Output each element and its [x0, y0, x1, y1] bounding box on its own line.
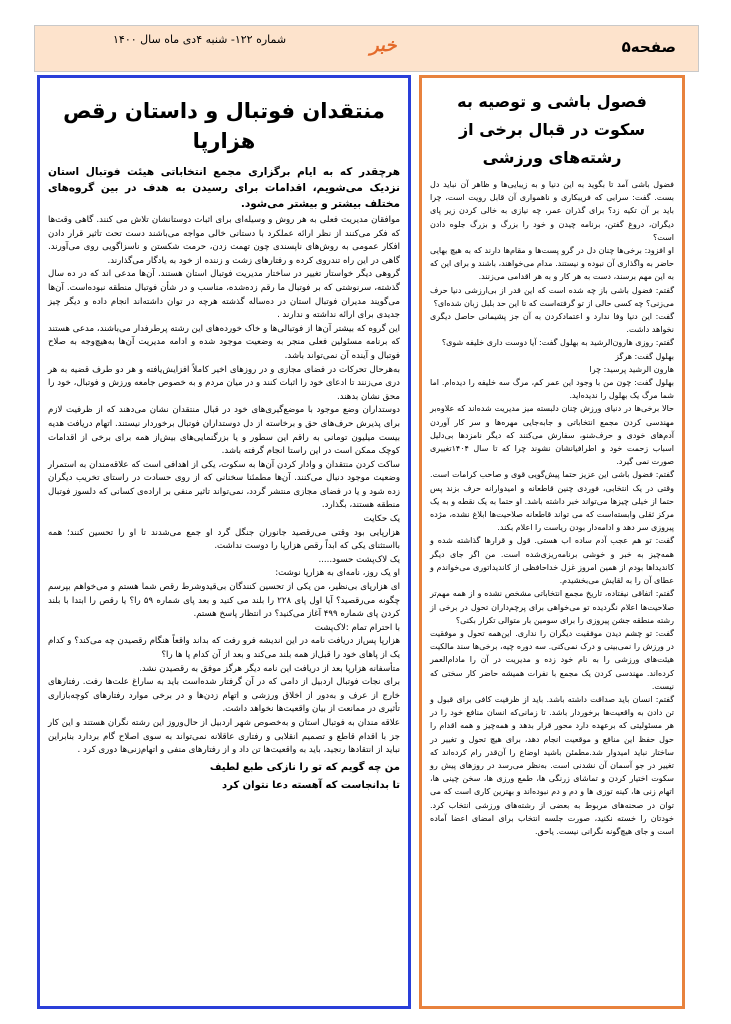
- paragraph: هزارپا پس‌از دریافت نامه در این اندیشه فرو رفت که بداند واقعاً هنگام رقصیدن چه می‌کند؟ و کدام یک از پاهای خود را قبل‌از همه بلند می‌کند و بعد از آن کدام پا ها را؟: [48, 636, 400, 660]
- paragraph: گفتم: انسان باید صداقت داشته باشد. باید از ظرفیت کافی برای قبول و تن دادن به واقعیت‌ها برخوردار باشد. تا زمانی‌که انسان منافع خود را در هر مسئولیتی که برعهده دارد محور قرار بدهد و همه‌چیز و همه اقدام را حول حفظ این منافع و موقعیت انجام دهد، برای هیچ تحول و تغییر در ساختار نباید امیدوار شد.مطمئن باشید اوضاع را آن‌قدر رام کرده‌اند که تغییر در جو آسمان آن نشدنی است. به‌نظر می‌رسد در روزهای پیش رو سکوت اختیار کردن و تماشای زرنگی ها، طمع ورزی ها، سخن چینی ها، اتهام زنی ها، کینه توزی ها و دم و دم نبوده‌اند و بهترین کاری است که می توان در صحنه‌های مربوط به بعضی از رشته‌های ورزشی انتخاب کرد. خودتان را خسته نکنید، صورت جلسه انتخاب برای امضای اعضا آماده است و جای هیچ‌گونه نگرانی نیست. یاحق.: [430, 694, 674, 836]
- left-article-title: منتقدان فوتبال و داستان رقص هزارپا: [63, 99, 385, 153]
- left-article-lead: هرچقدر که به ایام برگزاری مجمع انتخاباتی هیئت فوتبال استان نزدیک می‌شویم، اقدامات برای رسیدن به هدف در بین گروه‌های مختلف بیشتر و بیشتر می‌شود.: [48, 166, 400, 210]
- section-title: خبر: [370, 35, 397, 56]
- paragraph: بهلول گفت: چون من با وجود این عمر کم، مرگ سه خلیفه را دیده‌ام. اما شما مرگ یک بهلول را ندیده‌اید.: [430, 378, 674, 401]
- paragraph: هارون الرشید پرسید: چرا: [589, 364, 674, 374]
- paragraph: با احترام تمام :لاک‌پشت: [314, 622, 400, 633]
- paragraph: به‌هرحال تحرکات در فضای مجازی و در روزهای اخیر کاملاً افزایش‌یافته و هر دو طرف قضیه به هر دری می‌زنند تا ادعای خود را اثبات کنند و در میان مردم و به خصوص جامعه ورزش و فوتبال، خود را محق نشان بدهند.: [48, 364, 400, 402]
- paragraph: گفتم: فضول باشی باز چه شده است که این قدر از بی‌ارزشی دنیا حرف می‌زنی؟ چه کسی حالی از تو گرفته‌است که تا این حد بلبل زبان شده‌ای؟: [430, 285, 674, 308]
- paragraph: موافقان مدیریت فعلی به هر روش و وسیله‌ای برای اثبات دوستانشان تلاش می کنند. گاهی وقت‌ها که فکر می‌کنند از نظر ارائه عملکرد با دستانی خالی مواجه می‌باشند دست تحت تاثیر قرار دادن افکار عمومی به روش‌های ناپسندی چون تهمت زدن، حرمت شکستن و ناسزاگویی روی می‌آورند. گاهی در این راه تندروی کرده و رفتارهای زشت و زننده از خود به یادگار می‌گذارند.: [48, 215, 400, 266]
- paragraph: گفت: این دنیا وفا ندارد و اعتمادکردن به آن جز پشیمانی حاصل دیگری نخواهد داشت.: [430, 312, 674, 335]
- paragraph: گفتم: اتفاقی نیفتاده، تاریخ مجمع انتخاباتی مشخص نشده و از همه مهم‌تر صلاحیت‌ها اعلام نگردیده تو می‌خواهی برای پرچم‌داران تحول در برخی از رشته منطقه جشن پیروزی را برای سومین بار متوالی تکرار بکنی؟: [430, 589, 674, 625]
- paragraph: گروهی دیگر خواستار تغییر در ساختار مدیریت فوتبال استان هستند. آن‌ها مدعی اند که در ده سال گذشته، سرنوشتی که بر فوتبال ما رقم زده‌شده، مناسب و در شأن فوتبال منطقه نبوده‌است. آن‌ها می‌گویند مدیران فوتبال استان در ده‌ساله گذشته هرچه در توان داشته‌اند انجام داده و دیگر چیز جدیدی برای ارائه نداشته و ندارند .: [48, 269, 400, 321]
- paragraph: گفت: تو چشم دیدن موفقیت دیگران را نداری. این‌همه تحول و موفقیت در ورزش را نمی‌بینی و درک نمی‌کنی. سه دوره چیه، برخی‌ها سند مالکیت هیئت‌های ورزشی را به نام خود زده و مدیریت در آن را مادام‌العمر کرده‌اند. مهندسی کردن یک مجمع با نفرات همیشه حاضر کار سختی که نیست.: [430, 628, 674, 691]
- poem-line: من چه گویم که تو را نازکی طبع لطیف: [209, 761, 400, 773]
- paragraph: او افزود: برخی‌ها چنان دل در گرو پست‌ها و مقام‌ها دارند که به هیچ بهایی حاضر به واگذاری آن نبوده و نیستند. مدام می‌خواهند، باشند و برای این که به این مهم برسند، دست به هر کار و به هر اقدامی می‌زنند.: [430, 246, 674, 282]
- page-number: صفحه۵: [621, 38, 676, 56]
- paragraph: علاقه مندان به فوتبال استان و به‌خصوص شهر اردبیل از حال‌وروز این رشته نگران هستند و این کار جز با اقدام قاطع و تصمیم انقلابی و رفتاری عاقلانه نمی‌تواند به سوی اصلاح گام بردارد بنابراین نباید از انتقادها رنجید، باید به واقعیت‌ها تن داد و از رفتارهای منفی و اتهام‌زنی‌ها دوری کرد .: [48, 717, 400, 756]
- closing-poem: [48, 760, 400, 794]
- paragraph: برای نجات فوتبال اردبیل از دامی که در آن گرفتار شده‌است باید به ساراغ علت‌ها رفت. رفتارهای خارج از عرف و به‌دور از اخلاق ورزشی و اتهام زدن‌ها و در برخی موارد رفتارهای کوچه‌بازاری تأثیری در ممانعت از بیان واقعیت‌ها نخواهد داشت.: [48, 677, 400, 715]
- issue-info: شماره ۱۲۲- شنبه ۴دی ماه سال ۱۴۰۰: [113, 33, 287, 46]
- left-article: [37, 75, 411, 1009]
- paragraph: ساکت کردن منتقدان و وادار کردن آن‌ها به سکوت، یکی از اهدافی است که علاقه‌مندان به استمرار وضعیت موجود دنبال می‌کنند. آن‌ها مطمئنا سخنانی که از روی حسادت در راستای تخریب دیگران زده شود و یا در فضای مجازی منتشر گردد، نمی‌تواند تاثیر منفی بر اراده‌ی کسانی که دلسوز فوتبال منطقه هستند، بگذارد.: [48, 459, 400, 511]
- paragraph: ای هزارپای بی‌نظیر، من یکی از تحسین کنندگان بی‌قیدوشرط رقص شما هستم و می‌خواهم بپرسم چگونه می‌رقصید؟ آیا اول پای ۲۲۸ را بلند می کنید و بعد پای شماره ۵۹ را؟ یا رقص را ابتدا با بلند کردن پای شماره ۴۹۹ آغاز می‌کنید؟ در انتظار پاسخ هستم.: [48, 582, 400, 620]
- paragraph: گفتم: روزی هارون‌الرشید به بهلول گفت: آیا دوست داری خلیفه شوی؟: [441, 338, 674, 348]
- paragraph: گفت: تو هم عجب آدم ساده اب هستی. قول و قرارها گذاشته شده و همه‌چیز به خبر و خوشی برنامه‌ریزی‌شده است. من اگر جای دیگر کاندیداها بودم از همین امروز غزل خداحافظی از کاندیداتوری می‌خواندم و عطای آن را به لقایش می‌بخشیدم.: [430, 536, 674, 586]
- paragraph: دوستداران وضع موجود با موضع‌گیری‌های خود در قبال منتقدان نشان می‌دهند که از ظرفیت لازم برای پذیرش حرف‌های حق و برخاسته از دل دوستداران فوتبال برخوردار نیستند. اتهام دریافت هدیه بیست میلیون تومانی به راقم این سطور و یا بزرگنمایی‌های بیش‌از همه برای برخی از اقدامات کوچک ممکن است در این راستا انجام گرفته باشد.: [48, 405, 400, 457]
- right-article: [419, 75, 685, 1009]
- right-article-title: فصول باشی و توصیه به سکوت در قبال برخی از رشته‌های ورزشی: [457, 92, 647, 167]
- poem-line: تا بدانجاست که آهسته دعا نتوان کرد: [221, 779, 400, 791]
- page-header: [34, 25, 699, 72]
- paragraph: یک لاک‌پشت حسود.....: [318, 554, 400, 565]
- paragraph: فضول باشی آمد تا بگوید به این دنیا و به زیبایی‌ها و ظاهر آن نباید دل بست. گفت: سرابی که فریبکاری و ناهمواری آن قابل رویت است، چرا باید بر آن تکیه زد؟ برای گذران عمر، چه نیازی به خالی کردن زیر پای دیگران، دروغ گفتن، برنامه چیدن و خود را بزرگ و بزرگ جلوه دادن است؟: [430, 180, 674, 242]
- paragraph: حالا برخی‌ها در دنیای ورزش چنان دلبسته میز مدیریت شده‌اند که علاوه‌بر مهندسی کردن مجمع انتخاباتی و جابه‌جایی مهره‌ها و سر کار آوردن آدم‌های خودی و حرف‌شنو، سفارش می‌کنند که دیگر نامزدها بی‌دلیل اسباب زحمت خود و اطرافیانشان نشوند چرا که تا سال ۱۴۰۴تغییری صورت نمی گیرد.: [430, 404, 674, 467]
- paragraph: او یک روز، نامه‌ای به هزارپا نوشت:: [275, 568, 400, 579]
- paragraph: هزارپایی بود وقتی می‌رقصید جانوران جنگل گرد او جمع می‌شدند تا او را تحسین کنند؛ همه بااستثنای یکی که ابداً رقص هزارپا را دوست نداشت.: [48, 527, 400, 552]
- right-article-body: [430, 178, 674, 838]
- paragraph: یک حکایت: [363, 514, 400, 525]
- paragraph: گفتم: فضول باشی این عزیز حتما پیش‌گویی قوی و صاحب کرامات است. وقتی در یک انتخابی، فوردی چنین قاطعانه و امیدوارانه حرف بزند پس حتما از خیلی چیزها می‌تواند خبر داشته باشد. او حتما به یک نقطه و به یک مرکز ثقلی وابسته‌است که می تواند قاطعانه صلاحیت‌ها ابلاغ نشده، مژده پیروزی سر دهد و ادامه‌دار بودن ریاست را اعلام بکند.: [430, 470, 674, 533]
- paragraph: بهلول گفت: هرگز: [615, 351, 674, 361]
- paragraph: این گروه که بیشتر آن‌ها از فوتبالی‌ها و خاک خورده‌های این رشته پرطرفدار می‌باشند، مدعی هستند که برنامه مسئولین فعلی منجر به وضعیت موجود شده و ادامه مدیریت آن‌ها به‌هیچ‌وجه به صلاح فوتبال و آینده آن نمی‌تواند باشد.: [48, 323, 400, 361]
- left-article-body: [48, 214, 400, 758]
- paragraph: متأسفانه هزارپا بعد از دریافت این نامه دیگر هرگز موفق به رقصیدن نشد.: [139, 663, 400, 674]
